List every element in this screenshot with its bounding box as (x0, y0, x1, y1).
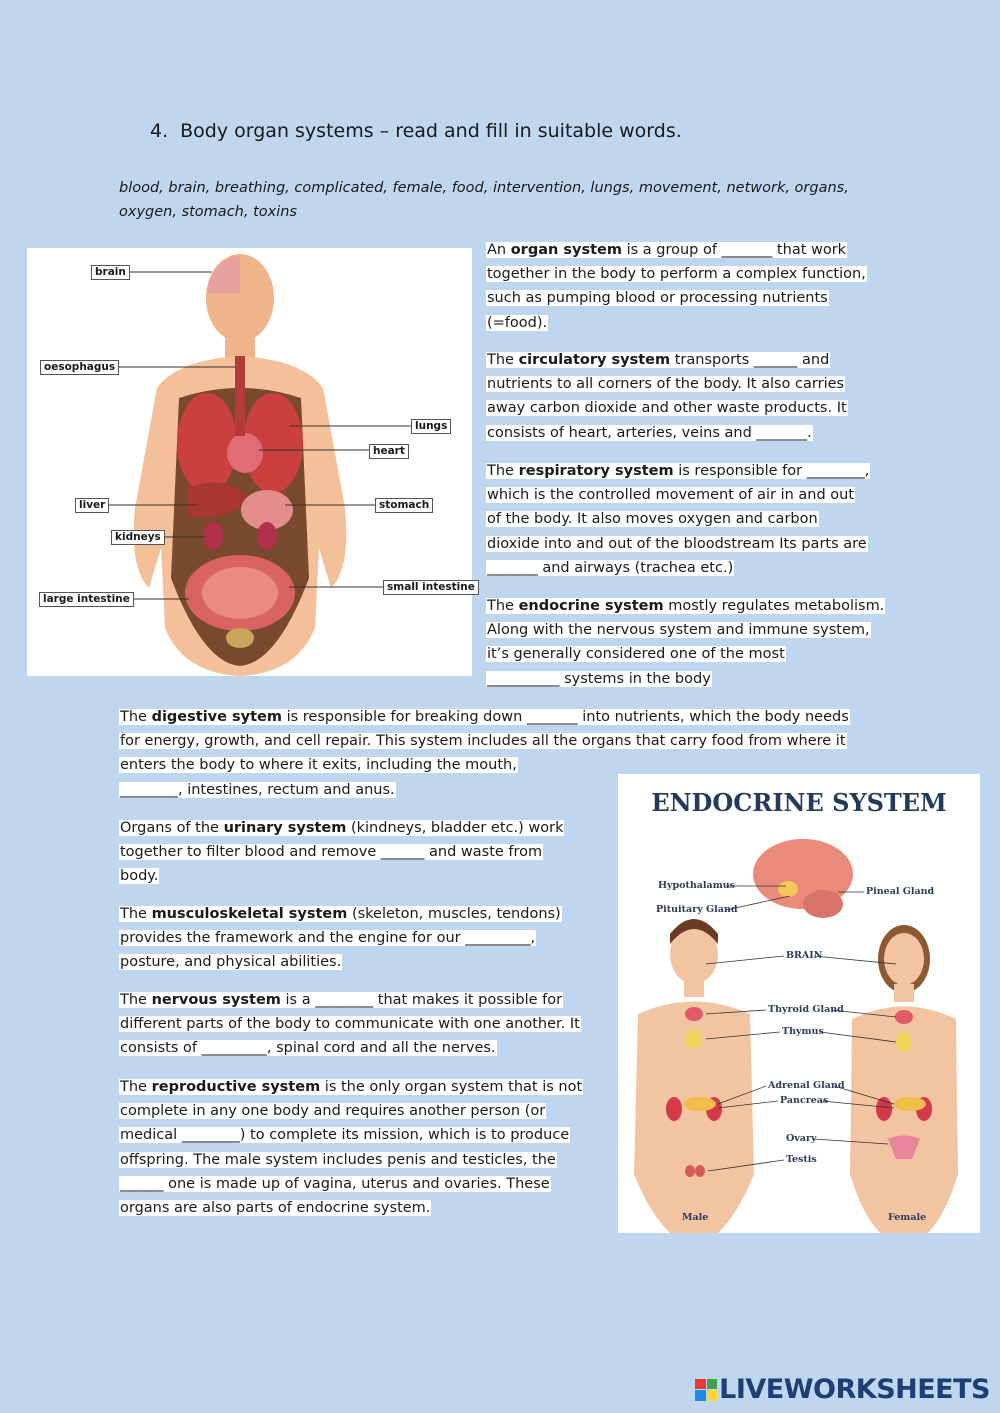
body-organs-illustration (27, 248, 472, 676)
label-ovary: Ovary (786, 1133, 817, 1144)
label-lungs: lungs (411, 419, 451, 434)
fill-blank[interactable]: _______ (526, 709, 578, 725)
paragraph-musculoskeletal-system: The musculoskeletal system (skeleton, muscles, tendons) provides the framework and the engine for our _________, posture, and physical abilities. (120, 906, 561, 971)
label-large-intestine: large intestine (39, 592, 134, 607)
label-kidneys: kidneys (111, 530, 165, 545)
term: urinary system (223, 820, 347, 836)
fill-blank[interactable]: ________ (181, 1127, 240, 1144)
fill-blank[interactable]: _________ (465, 930, 531, 947)
exercise-title (150, 120, 682, 142)
fill-blank[interactable]: _______ (721, 242, 773, 258)
label-thymus: Thymus (782, 1026, 824, 1037)
organ-diagram (27, 248, 475, 676)
word-bank-line: oxygen, stomach, toxins (119, 204, 297, 220)
label-oesophagus: oesophagus (40, 360, 119, 375)
exercise-title-text: Body organ systems – read and fill in suitable words. (180, 120, 682, 142)
logo-icon (695, 1379, 717, 1401)
fill-blank[interactable]: ______ (120, 1175, 164, 1192)
label-small-intestine: small intestine (383, 580, 479, 595)
label-hypothalamus: Hypothalamus (658, 880, 735, 891)
paragraph-digestive-system: The digestive sytem is responsible for breaking down _______ into nutrients, which the body needs for energy, growth, and cell repair. This system includes all the organs that carry food from where it enters the body to where it exits, including the mouth, ________, intestines, rectum and anus. (120, 709, 849, 798)
label-thyroid-gland: Thyroid Gland (768, 1004, 844, 1015)
term: endocrine system (518, 598, 664, 614)
paragraph-respiratory-system: The respiratory system is responsible for ________, which is the controlled movement of air in and out of the body. It also moves oxygen and carbon dioxide into and out of the bloodstream Its parts are _______ and airways (trachea etc.) (487, 463, 870, 576)
endocrine-diagram-title: ENDOCRINE SYSTEM (651, 788, 947, 817)
paragraph-urinary-system: Organs of the urinary system (kindneys, bladder etc.) work together to filter blood and remove ______ and waste from body. (120, 820, 564, 885)
label-brain: BRAIN (786, 950, 823, 961)
exercise-number: 4. (150, 120, 169, 142)
fill-blank[interactable]: __________ (487, 670, 560, 687)
term: respiratory system (518, 463, 674, 479)
term: reproductive system (151, 1079, 321, 1095)
label-testis: Testis (786, 1154, 817, 1165)
paragraph-endocrine-system: The endocrine system mostly regulates metabolism. Along with the nervous system and immune system, it’s generally considered one of the most __________ systems in the body (487, 598, 885, 687)
fill-blank[interactable]: ________ (120, 781, 178, 798)
fill-blank[interactable]: _______ (487, 559, 538, 576)
paragraph-reproductive-system: The reproductive system is the only organ system that is not complete in any one body and requires another person (or medical ________) to complete its mission, which is to produce offspring. The male system includes penis and testicles, the ______ one is made up of vagina, uterus and ovaries. These organs are also parts of endocrine system. (120, 1079, 583, 1217)
label-brain: brain (91, 265, 130, 280)
fill-blank[interactable]: ________ (315, 992, 374, 1008)
term: circulatory system (518, 352, 671, 368)
label-liver: liver (75, 498, 109, 513)
endocrine-diagram (618, 774, 980, 1233)
fill-blank[interactable]: ______ (380, 844, 425, 861)
term: nervous system (151, 992, 281, 1008)
label-pancreas: Pancreas (780, 1095, 829, 1106)
fill-blank[interactable]: _______ (756, 424, 808, 441)
paragraph-organ-system: An organ system is a group of _______ that work together in the body to perform a complex function, such as pumping blood or processing nutrients (=food). (487, 242, 866, 331)
logo-text: LIVEWORKSHEETS (719, 1374, 990, 1405)
paragraph-circulatory-system: The circulatory system transports ______ and nutrients to all corners of the body. It also carries away carbon dioxide and other waste products. It consists of heart, arteries, veins and _______. (487, 352, 847, 441)
fill-blank[interactable]: ______ (753, 352, 798, 368)
term: organ system (510, 242, 622, 258)
label-stomach: stomach (375, 498, 433, 513)
label-pituitary-gland: Pituitary Gland (656, 904, 738, 915)
word-bank-line: blood, brain, breathing, complicated, female, food, intervention, lungs, movement, network, organs, (119, 180, 849, 196)
label-heart: heart (369, 444, 409, 459)
fill-blank[interactable]: _________ (201, 1040, 267, 1057)
fill-blank[interactable]: ________ (806, 463, 865, 479)
term: musculoskeletal system (151, 906, 348, 922)
label-female: Female (888, 1212, 927, 1223)
label-adrenal-gland: Adrenal Gland (768, 1080, 845, 1091)
liveworksheets-logo (695, 1374, 990, 1405)
label-pineal-gland: Pineal Gland (866, 886, 935, 897)
word-bank (119, 176, 879, 224)
label-male: Male (682, 1212, 709, 1223)
term: digestive sytem (151, 709, 282, 725)
paragraph-nervous-system: The nervous system is a ________ that makes it possible for different parts of the body to communicate with one another. It consists of _________, spinal cord and all the nerves. (120, 992, 580, 1057)
